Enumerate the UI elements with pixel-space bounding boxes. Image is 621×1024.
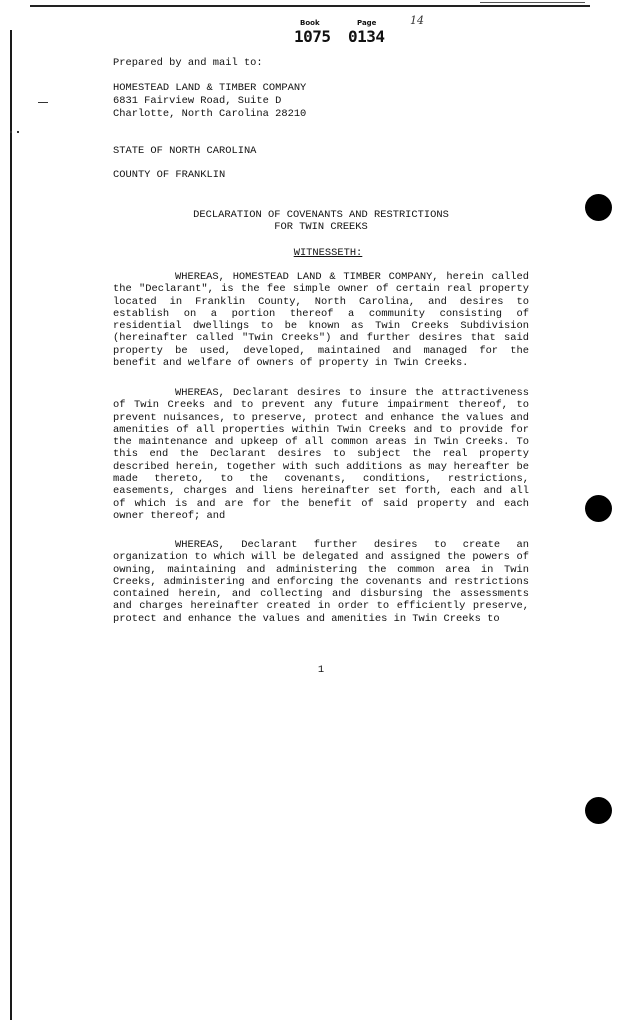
punch-hole-middle [585, 495, 612, 522]
scan-top-rule [30, 5, 590, 7]
county-line: COUNTY OF FRANKLIN [113, 169, 226, 181]
prepared-by-label: Prepared by and mail to: [113, 57, 263, 69]
address-line-2: Charlotte, North Carolina 28210 [113, 108, 307, 120]
paragraph-3 [113, 539, 529, 625]
page-label: Page [357, 19, 377, 27]
scan-left-edge [10, 30, 12, 1020]
document-title-line-2: FOR TWIN CREEKS [274, 221, 368, 233]
company-name: HOMESTEAD LAND & TIMBER COMPANY [113, 82, 307, 94]
page-number-stamp: 0134 [348, 27, 385, 46]
scan-mark [38, 102, 48, 103]
paragraph-2-text: WHEREAS, Declarant desires to insure the attractiveness of Twin Creeks and to prevent any future impairment thereof, to prevent nuisances, to preserve, protect and enhance the values and amenities of all properties within Twin Creeks and to provide for the maintenance and upkeep of all common areas in Twin Creeks. To this end the Declarant desires to subject the real property described herein, together with such additions as may hereafter be made thereto, to the covenants, conditions, restrictions, easements, charges and liens hereinafter set forth, each and all of which is and are for the benefit of said property and each owner thereof; and [113, 387, 529, 522]
paragraph-2 [113, 387, 529, 522]
scan-top-rule-thin [480, 2, 585, 3]
footer-page-number: 1 [317, 664, 325, 676]
paragraph-3-text: WHEREAS, Declarant further desires to create an organization to which will be delegated and assigned the powers of owning, maintaining and administering the common area in Twin Creeks, administering and enforcing the covenants and restrictions contained herein, and collecting and disbursing the assessments and charges hereinafter created in order to efficiently preserve, protect and enhance the values and amenities in Twin Creeks to [113, 539, 529, 625]
state-line: STATE OF NORTH CAROLINA [113, 145, 257, 157]
handwritten-note: 14 [410, 14, 424, 27]
scan-mark [17, 131, 19, 133]
book-label: Book [300, 19, 320, 27]
document-title-line-1: DECLARATION OF COVENANTS AND RESTRICTIONS [193, 209, 449, 221]
recording-stamp [294, 19, 394, 53]
punch-hole-top [585, 194, 612, 221]
paragraph-1-text: WHEREAS, HOMESTEAD LAND & TIMBER COMPANY, herein called the "Declarant", is the fee simple owner of certain real property located in Franklin County, North Carolina, and desires to establish on a portion thereof a community consisting of residential dwellings to be known as Twin Creeks Subdivision (hereinafter called "Twin Creeks") and further desires that said property be used, developed, maintained and managed for the benefit and welfare of owners of property in Twin Creeks. [113, 271, 529, 370]
punch-hole-bottom [585, 797, 612, 824]
scan-mark [10, 131, 12, 133]
paragraph-1 [113, 271, 529, 369]
book-number: 1075 [294, 27, 331, 46]
witnesseth-heading: WITNESSETH: [293, 247, 363, 259]
address-line-1: 6831 Fairview Road, Suite D [113, 95, 282, 107]
